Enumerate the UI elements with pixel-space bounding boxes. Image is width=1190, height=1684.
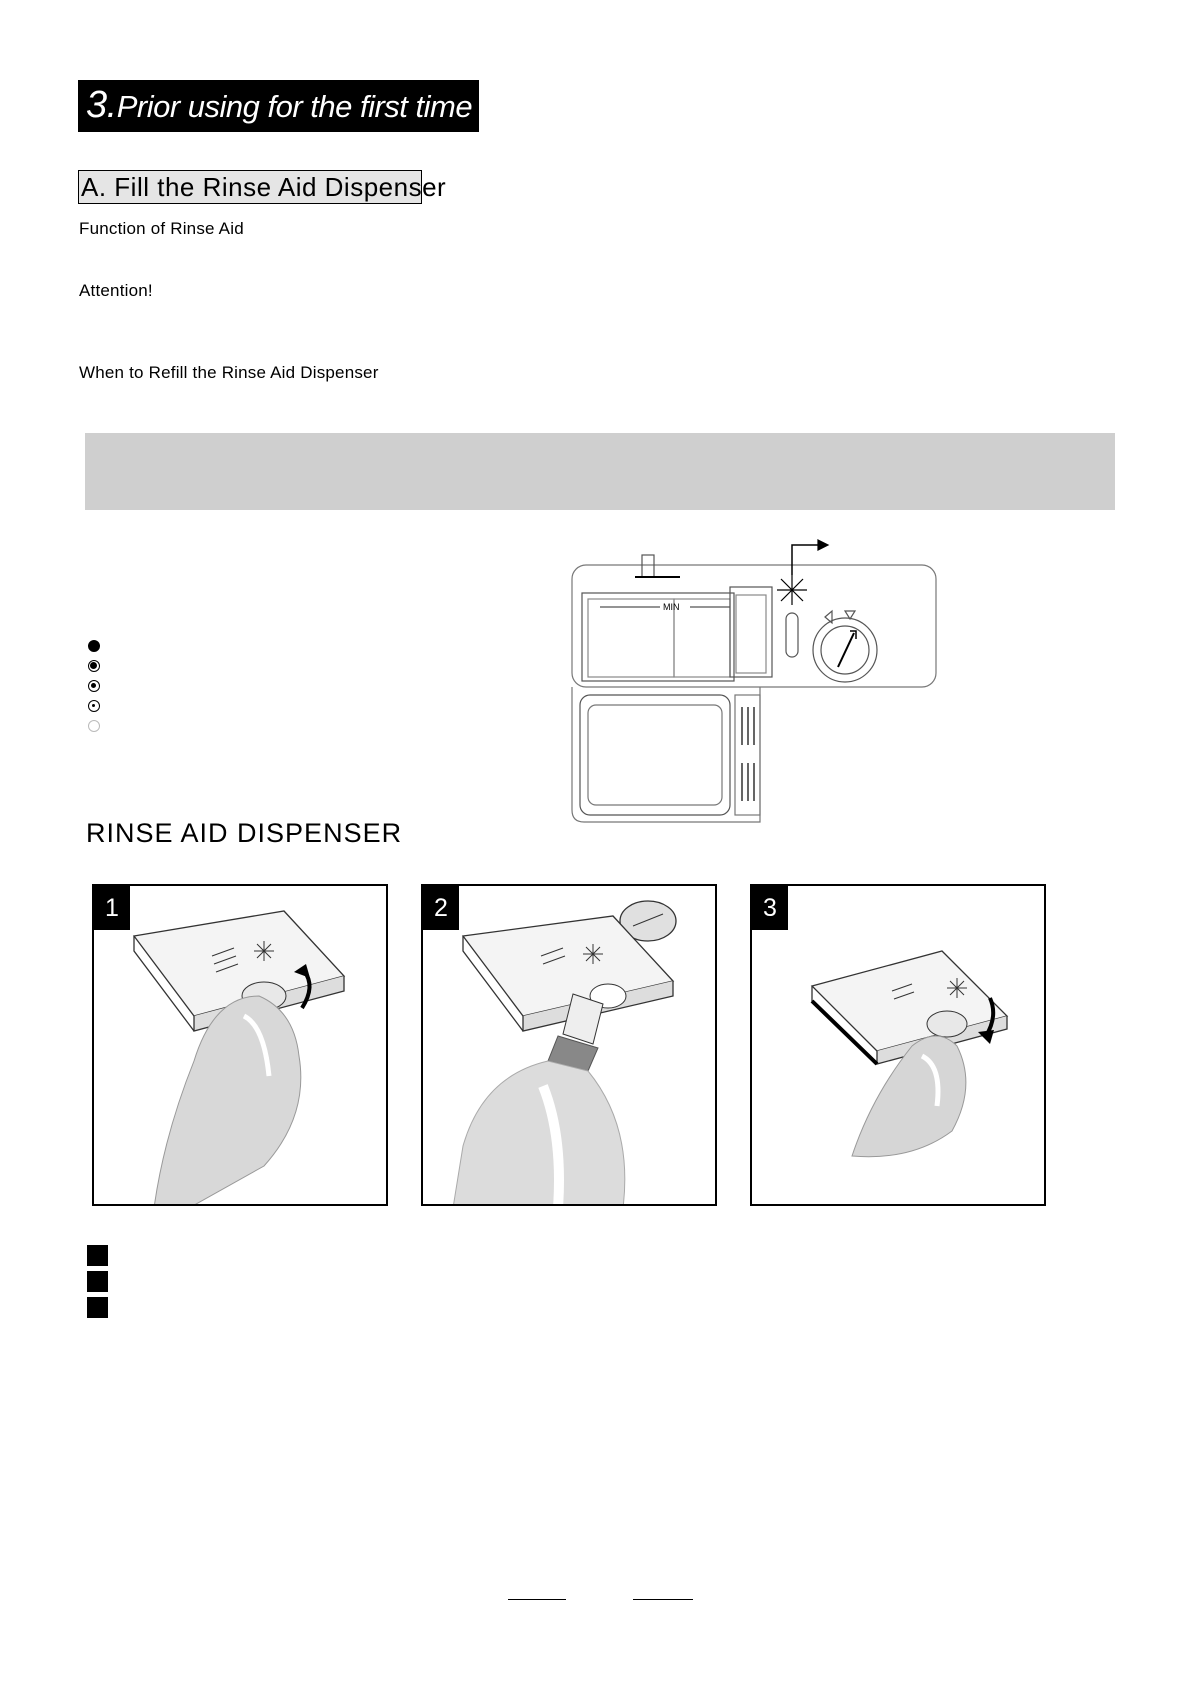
fill-bottle-illustration (423, 886, 717, 1206)
section-title-text: Prior using for the first time (116, 89, 473, 124)
dispenser-heading: RINSE AID DISPENSER (86, 818, 403, 848)
step-marker-1 (87, 1245, 108, 1266)
note-banner (85, 433, 1115, 510)
level-three-quarter-icon (88, 660, 100, 672)
step-marker-3 (87, 1297, 108, 1318)
step-3-illustration (750, 884, 1046, 1206)
level-half-icon (88, 680, 100, 692)
step-1-illustration (92, 884, 388, 1206)
footer-line-right (633, 1599, 693, 1600)
indicator-star-icon (777, 575, 807, 605)
dispenser-cap-close-illustration (752, 886, 1046, 1206)
attention-label: Attention! (79, 281, 153, 300)
subsection-title: A. Fill the Rinse Aid Dispenser (78, 170, 422, 204)
min-label: MIN (663, 602, 680, 612)
step-marker-2 (87, 1271, 108, 1292)
footer-line-left (508, 1599, 566, 1600)
step-3-number: 3 (752, 886, 788, 930)
step-2-number: 2 (423, 886, 459, 930)
level-quarter-icon (88, 700, 100, 712)
when-refill-label: When to Refill the Rinse Aid Dispenser (79, 363, 379, 382)
dispenser-cap-open-illustration (94, 886, 388, 1206)
level-full-icon (88, 640, 100, 652)
level-indicator-legend (88, 640, 108, 740)
section-title (78, 80, 479, 132)
function-label: Function of Rinse Aid (79, 219, 244, 238)
step-markers (87, 1245, 108, 1323)
step-1-number: 1 (94, 886, 130, 930)
step-2-illustration (421, 884, 717, 1206)
section-number: 3. (86, 84, 117, 126)
dispenser-diagram (570, 535, 940, 825)
level-empty-icon (88, 720, 100, 732)
